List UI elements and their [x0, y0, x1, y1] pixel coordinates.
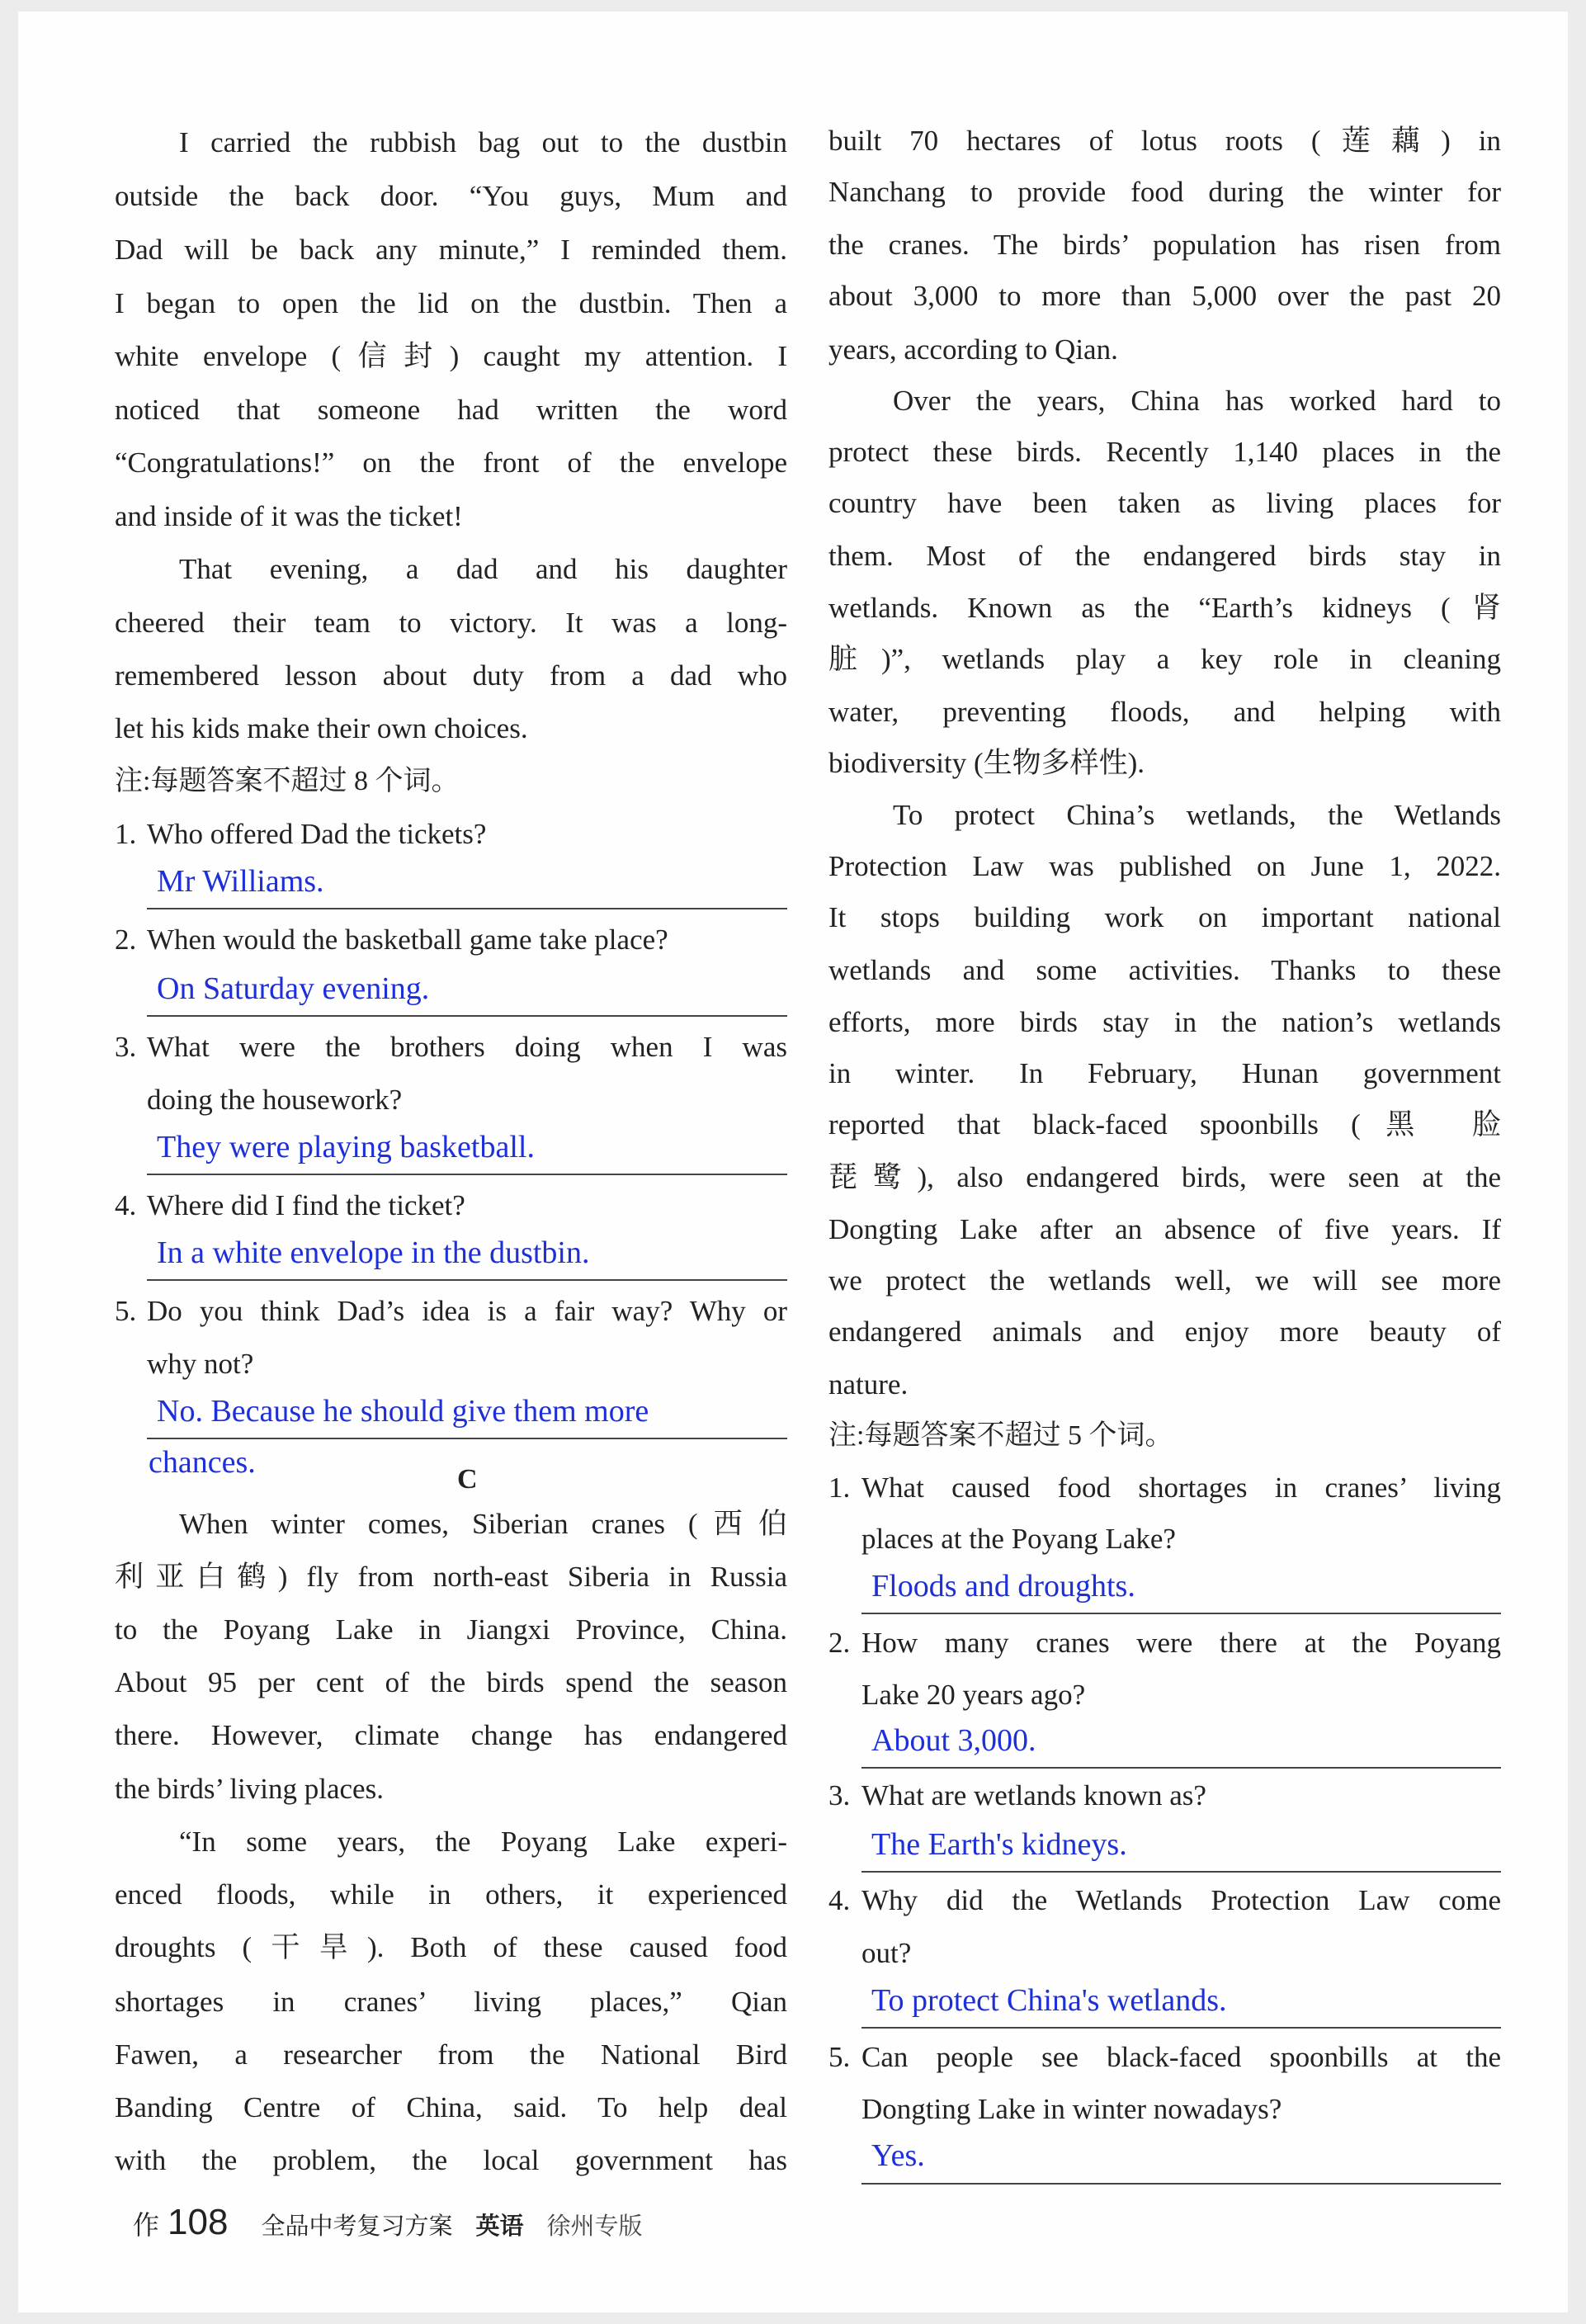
subject: 英语 — [475, 2213, 524, 2240]
question-text: out? — [861, 1936, 912, 1969]
footer-prefix: 作 — [133, 2210, 160, 2240]
paragraph-line: water, preventing floods, and helping with — [828, 696, 1501, 729]
answer-text: Mr Williams. — [157, 863, 324, 899]
paragraph-line: Banding Centre of China, said. To help deal — [115, 2090, 787, 2123]
workbook-page — [18, 12, 1568, 2312]
answer-text: No. Because he should give them more — [157, 1394, 649, 1429]
paragraph-line: biodiversity (生物多样性). — [828, 747, 1145, 780]
paragraph-line: Protection Law was published on June 1, 2022. — [828, 849, 1501, 882]
paragraph-line: we protect the wetlands well, we will see more — [828, 1264, 1501, 1297]
paragraph-line: them. Most of the endangered birds stay in — [828, 540, 1501, 573]
question-text: What were the brothers doing when I was — [147, 1030, 787, 1063]
paragraph-line: remembered lesson about duty from a dad who — [115, 659, 787, 692]
paragraph-line: in winter. In February, Hunan government — [828, 1056, 1501, 1089]
answer-text: The Earth's kidneys. — [871, 1827, 1127, 1863]
question-text: Where did I find the ticket? — [147, 1189, 465, 1222]
paragraph-line: protect these birds. Recently 1,140 places in the — [828, 436, 1501, 469]
paragraph-line: enced floods, while in others, it experienced — [115, 1878, 787, 1911]
paragraph-line: cheered their team to victory. It was a long- — [115, 606, 787, 639]
answer-underline — [861, 2183, 1501, 2185]
answer-text: About 3,000. — [871, 1722, 1036, 1758]
answer-underline — [147, 908, 787, 909]
page-footer — [133, 2202, 642, 2248]
paragraph-line: and inside of it was the ticket! — [115, 500, 463, 533]
answer-underline — [861, 1613, 1501, 1614]
paragraph-line: Fawen, a researcher from the National Bird — [115, 2038, 787, 2071]
paragraph-line: It stops building work on important national — [828, 901, 1501, 934]
paragraph-line: wetlands and some activities. Thanks to these — [828, 954, 1501, 987]
paragraph-line: When winter comes, Siberian cranes (西伯 — [179, 1508, 787, 1541]
paragraph-line: country have been taken as living places for — [828, 487, 1501, 520]
answer-underline — [147, 1438, 787, 1439]
answer-text: In a white envelope in the dustbin. — [157, 1235, 590, 1270]
paragraph-line: nature. — [828, 1368, 909, 1401]
answer-note: 注:每题答案不超过 5 个词。 — [828, 1420, 1173, 1452]
page-number: 108 — [168, 2202, 229, 2242]
answer-underline — [861, 1871, 1501, 1873]
paragraph-line: “Congratulations!” on the front of the envelope — [115, 446, 787, 479]
answer-text: To protect China's wetlands. — [871, 1982, 1227, 2018]
question-number: 4. — [115, 1189, 137, 1222]
paragraph-line: Over the years, China has worked hard to — [893, 384, 1501, 417]
question-text: places at the Poyang Lake? — [861, 1523, 1176, 1556]
question-number: 5. — [115, 1295, 137, 1328]
edition: 徐州专版 — [546, 2213, 643, 2240]
question-number: 2. — [115, 923, 137, 956]
paragraph-line: I carried the rubbish bag out to the dustbin — [179, 125, 787, 158]
question-number: 1. — [828, 1471, 851, 1504]
paragraph-line: built 70 hectares of lotus roots (莲藕) in — [828, 124, 1501, 157]
paragraph-line: noticed that someone had written the word — [115, 393, 787, 426]
paragraph-line: to the Poyang Lake in Jiangxi Province, China. — [115, 1613, 787, 1646]
question-text: Who offered Dad the tickets? — [147, 817, 487, 850]
question-text: why not? — [147, 1348, 254, 1381]
question-text: What are wetlands known as? — [861, 1779, 1206, 1812]
question-number: 5. — [828, 2041, 851, 2074]
paragraph-line: Dongting Lake after an absence of five years. If — [828, 1212, 1501, 1245]
paragraph-line: 琵鹭), also endangered birds, were seen at the — [828, 1161, 1501, 1194]
paragraph-line: 脏)”, wetlands play a key role in cleaning — [828, 643, 1501, 676]
answer-underline — [861, 2027, 1501, 2029]
answer-underline — [861, 1767, 1501, 1769]
question-number: 4. — [828, 1883, 851, 1916]
paragraph-line: endangered animals and enjoy more beauty of — [828, 1316, 1501, 1349]
answer-text: chances. — [149, 1445, 256, 1481]
question-text: Why did the Wetlands Protection Law come — [861, 1883, 1501, 1916]
answer-underline — [147, 1015, 787, 1017]
answer-note: 注:每题答案不超过 8 个词。 — [115, 765, 460, 796]
answer-text: Floods and droughts. — [871, 1568, 1135, 1604]
paragraph-line: there. However, climate change has endangered — [115, 1719, 787, 1752]
paragraph-line: Dad will be back any minute,” I reminded them. — [115, 233, 787, 266]
paragraph-line: That evening, a dad and his daughter — [179, 553, 787, 586]
paragraph-line: outside the back door. “You guys, Mum and — [115, 180, 787, 213]
question-text: What caused food shortages in cranes’ living — [861, 1471, 1501, 1504]
answer-text: They were playing basketball. — [157, 1129, 535, 1164]
paragraph-line: I began to open the lid on the dustbin. Then a — [115, 287, 787, 320]
question-text: Do you think Dad’s idea is a fair way? Why or — [147, 1295, 787, 1328]
book-title: 全品中考复习方案 — [261, 2213, 453, 2240]
paragraph-line: To protect China’s wetlands, the Wetlands — [893, 798, 1501, 831]
paragraph-line: About 95 per cent of the birds spend the season — [115, 1666, 787, 1699]
question-text: Dongting Lake in winter nowadays? — [861, 2092, 1282, 2125]
paragraph-line: droughts (干旱). Both of these caused food — [115, 1930, 787, 1963]
question-text: How many cranes were there at the Poyang — [861, 1627, 1501, 1660]
answer-text: On Saturday evening. — [157, 971, 430, 1006]
question-text: When would the basketball game take place? — [147, 923, 668, 956]
question-text: doing the housework? — [147, 1083, 403, 1116]
paragraph-line: the birds’ living places. — [115, 1772, 384, 1805]
paragraph-line: the cranes. The birds’ population has risen from — [828, 229, 1501, 262]
paragraph-line: reported that black-faced spoonbills (黑 脸 — [828, 1108, 1501, 1141]
answer-underline — [147, 1174, 787, 1175]
paragraph-line: 利亚白鹤) fly from north-east Siberia in Russia — [115, 1561, 787, 1594]
paragraph-line: years, according to Qian. — [828, 333, 1118, 366]
paragraph-line: shortages in cranes’ living places,” Qian — [115, 1985, 787, 2018]
paragraph-line: “In some years, the Poyang Lake experi- — [179, 1825, 787, 1858]
paragraph-line: efforts, more birds stay in the nation’s wetlands — [828, 1005, 1501, 1038]
paragraph-line: wetlands. Known as the “Earth’s kidneys (肾 — [828, 591, 1501, 624]
paragraph-line: about 3,000 to more than 5,000 over the past 20 — [828, 280, 1501, 313]
question-number: 3. — [115, 1030, 137, 1063]
paragraph-line: white envelope (信封) caught my attention. I — [115, 340, 787, 373]
section-heading-c: C — [457, 1464, 478, 1495]
paragraph-line: with the problem, the local government has — [115, 2143, 787, 2176]
question-number: 3. — [828, 1779, 851, 1812]
question-number: 1. — [115, 817, 137, 850]
paragraph-line: let his kids make their own choices. — [115, 711, 528, 744]
question-text: Can people see black-faced spoonbills at the — [861, 2041, 1501, 2074]
answer-text: Yes. — [871, 2138, 925, 2174]
answer-underline — [147, 1279, 787, 1281]
question-text: Lake 20 years ago? — [861, 1678, 1086, 1711]
paragraph-line: Nanchang to provide food during the winter for — [828, 176, 1501, 209]
question-number: 2. — [828, 1627, 851, 1660]
